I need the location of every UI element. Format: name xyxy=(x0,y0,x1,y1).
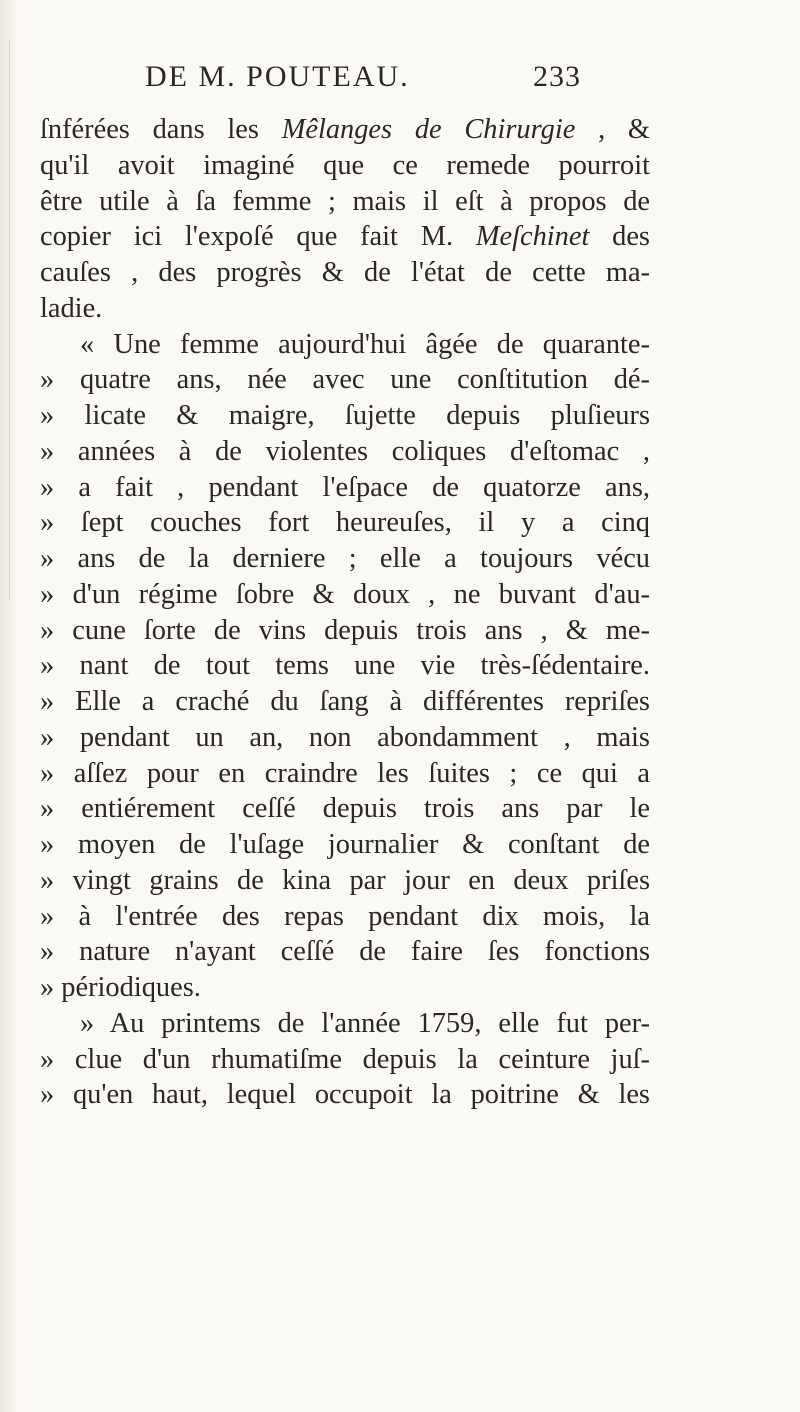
line-text: » qu'en haut, lequel occupoit la poitrine & les xyxy=(40,1079,650,1111)
text-line xyxy=(40,613,650,649)
line-text: » années à de violentes coliques d'eſtomac , xyxy=(40,435,650,467)
italic-title-text: Meſchinet xyxy=(475,221,590,253)
line-text: cauſes , des progrès & de l'état de cette ma- xyxy=(40,257,650,288)
line-text: des xyxy=(589,221,650,253)
line-text: « Une femme aujourd'hui âgée de quarante- xyxy=(80,328,650,360)
line-text: » cune ſorte de vins depuis trois ans , & me- xyxy=(40,614,650,646)
text-line xyxy=(40,470,650,506)
text-line xyxy=(40,398,650,434)
text-line xyxy=(40,720,650,756)
line-text: » Au printems de l'année 1759, elle fut per- xyxy=(80,1007,650,1039)
line-text: » pendant un an, non abondamment , mais xyxy=(40,721,650,753)
text-line xyxy=(40,112,650,148)
line-text: » ans de la derniere ; elle a toujours vécu xyxy=(40,543,650,574)
text-line xyxy=(40,362,650,398)
line-text: » a fait , pendant l'eſpace de quatorze ans, xyxy=(40,471,650,503)
line-text: » clue d'un rhumatiſme depuis la ceinture juſ- xyxy=(40,1043,650,1075)
running-header xyxy=(145,60,580,94)
text-line xyxy=(40,255,650,291)
line-text: , & xyxy=(575,114,650,145)
line-text: être utile à ſa femme ; mais il eſt à propos de xyxy=(40,185,650,217)
binding-line xyxy=(9,40,10,600)
text-line xyxy=(40,505,650,541)
text-line xyxy=(40,899,650,935)
text-line xyxy=(40,1006,650,1042)
text-line xyxy=(40,291,650,327)
line-text: » quatre ans, née avec une conſtitution dé- xyxy=(40,364,650,396)
line-text: » entiérement ceſſé depuis trois ans par le xyxy=(40,793,650,825)
text-line xyxy=(40,327,650,363)
body-text xyxy=(40,112,650,1113)
text-line xyxy=(40,1077,650,1113)
text-line xyxy=(40,827,650,863)
text-line xyxy=(40,934,650,970)
text-line xyxy=(40,184,650,220)
text-line xyxy=(40,970,650,1006)
line-text: ladie. xyxy=(40,292,103,324)
line-text: » périodiques. xyxy=(40,972,201,1003)
running-title: DE M. POUTEAU. xyxy=(145,60,410,93)
line-text: » d'un régime ſobre & doux , ne buvant d'au- xyxy=(40,578,650,610)
line-text: » nature n'ayant ceſſé de faire ſes fonctions xyxy=(40,936,650,968)
line-text: qu'il avoit imaginé que ce remede pourroit xyxy=(40,149,650,181)
text-line xyxy=(40,863,650,899)
line-text: » aſſez pour en craindre les ſuites ; ce qui a xyxy=(40,757,650,789)
text-line xyxy=(40,219,650,255)
line-text: » Elle a craché du ſang à différentes repriſes xyxy=(40,686,650,717)
text-line xyxy=(40,756,650,792)
text-line xyxy=(40,434,650,470)
text-line xyxy=(40,577,650,613)
italic-title-text: Mêlanges de Chirurgie xyxy=(281,114,576,145)
text-line xyxy=(40,148,650,184)
line-text: » licate & maigre, ſujette depuis pluſieurs xyxy=(40,400,650,431)
line-text: » à l'entrée des repas pendant dix mois, la xyxy=(40,900,650,932)
line-text: ſnférées dans les xyxy=(40,114,282,145)
text-line xyxy=(40,1042,650,1078)
text-line xyxy=(40,648,650,684)
text-line xyxy=(40,684,650,720)
text-line xyxy=(40,541,650,577)
line-text: » vingt grains de kina par jour en deux priſes xyxy=(40,864,650,896)
line-text: » moyen de l'uſage journalier & conſtant de xyxy=(40,829,650,860)
page-number: 233 xyxy=(533,60,581,93)
line-text: » nant de tout tems une vie très-ſédentaire. xyxy=(40,650,650,682)
line-text: copier ici l'expoſé que fait M. xyxy=(40,221,476,253)
text-line xyxy=(40,791,650,827)
line-text: » ſept couches fort heureuſes, il y a cinq xyxy=(40,507,650,539)
